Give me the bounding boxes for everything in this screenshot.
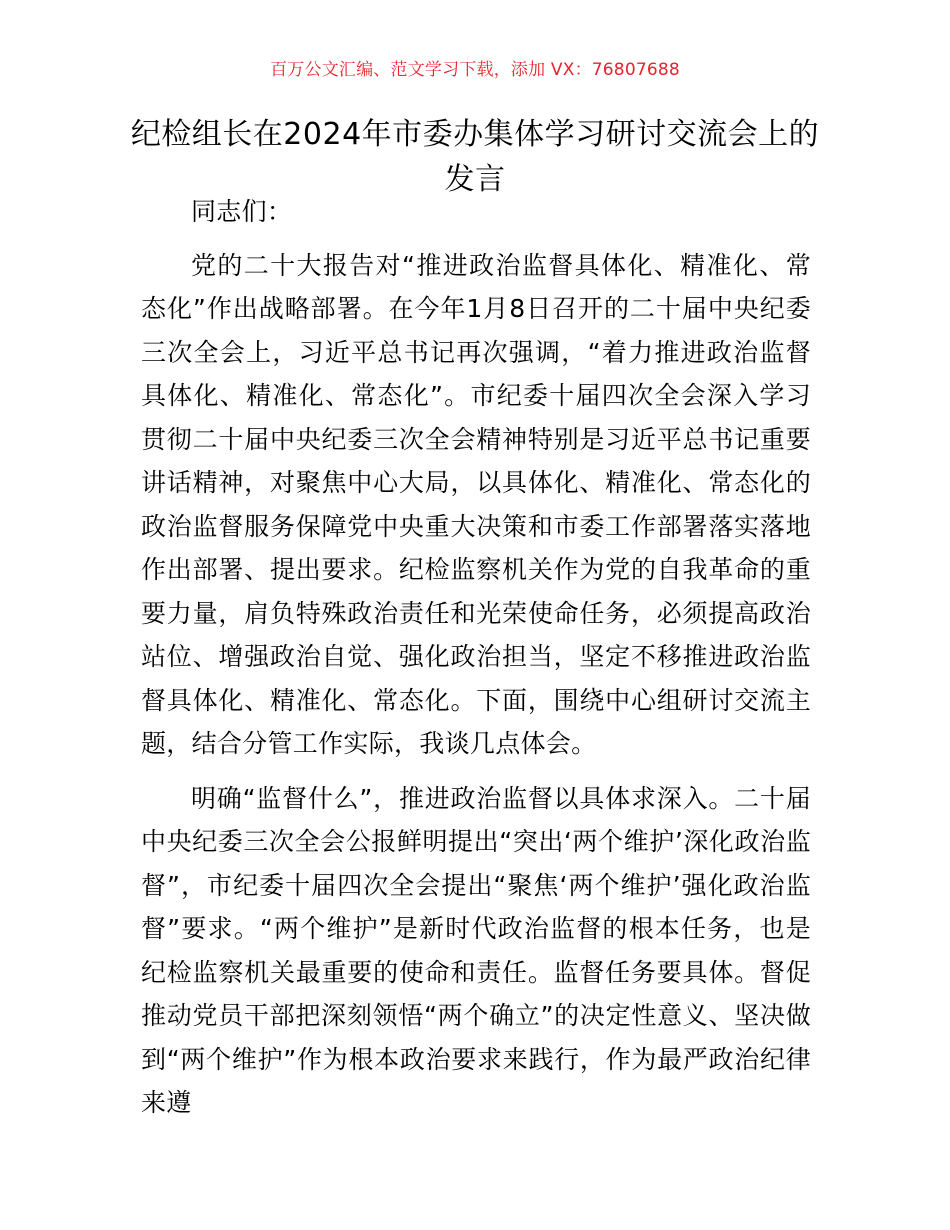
paragraph: 明确“监督什么”，推进政治监督以具体求深入。二十届中央纪委三次全会公报鲜明提出“突出‘两个维护’深化政治监督”，市纪委十届四次全会提出“聚焦‘两个维护’强化政治监督”要求。“两个维护”是新时代政治监督的根本任务，也是纪检监察机关最重要的使命和责任。监督任务要具体。督促推动党员干部把深刻领悟“两个确立”的决定性意义、坚决做到“两个维护”作为根本政治要求来践行，作为最严政治纪律来遵 <box>141 783 811 1117</box>
salutation: 同志们： <box>191 197 293 226</box>
document-title: 纪检组长在2024年市委办集体学习研讨交流会上的发言 <box>130 117 820 197</box>
header-banner: 百万公文汇编、范文学习下载，添加 VX：76807688 <box>270 60 680 80</box>
paragraph: 党的二十大报告对“推进政治监督具体化、精准化、常态化”作出战略部署。在今年1月8日召开的二十届中央纪委三次全会上，习近平总书记再次强调，“着力推进政治监督具体化、精准化、常态化”。市纪委十届四次全会深入学习贯彻二十届中央纪委三次全会精神特别是习近平总书记重要讲话精神，对聚焦中心大局，以具体化、精准化、常态化的政治监督服务保障党中央重大决策和市委工作部署落实落地作出部署、提出要求。纪检监察机关作为党的自我革命的重要力量，肩负特殊政治责任和光荣使命任务，必须提高政治站位、增强政治自觉、强化政治担当，坚定不移推进政治监督具体化、精准化、常态化。下面，围绕中心组研讨交流主题，结合分管工作实际，我谈几点体会。 <box>141 250 811 758</box>
document-body <box>141 190 811 1136</box>
